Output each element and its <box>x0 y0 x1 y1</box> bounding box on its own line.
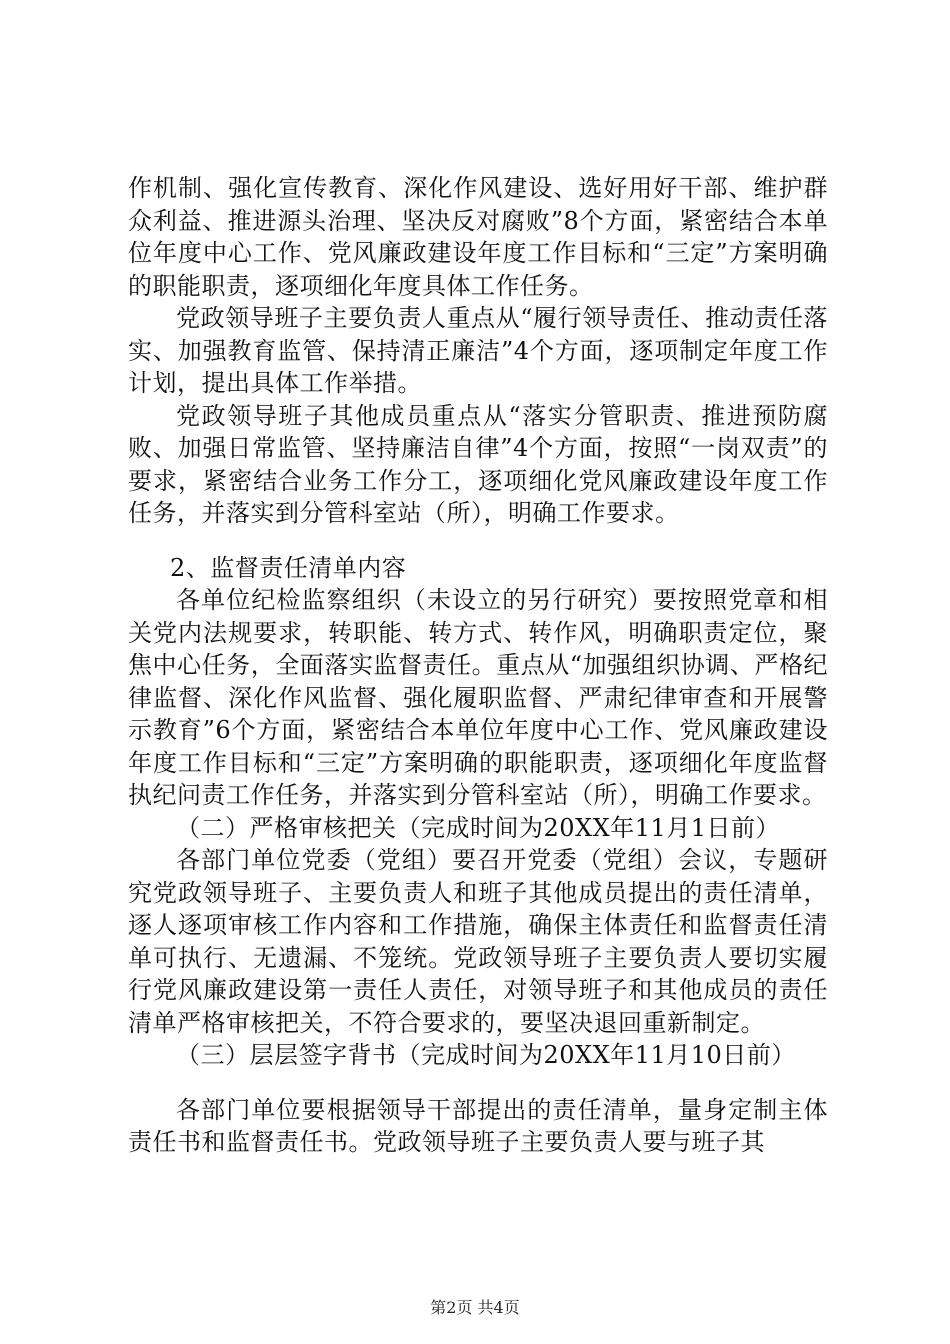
paragraph-continuation: 作机制、强化宣传教育、深化作风建设、选好用好干部、维护群众利益、推进源头治理、坚决反对腐败”8个方面，紧密结合本单位年度中心工作、党风廉政建设年度工作目标和“三定”方案明确的职能职责，逐项细化年度具体工作任务。 <box>128 174 828 300</box>
page-number: 第2页 共4页 <box>430 1298 520 1317</box>
paragraph-signing: 各部门单位要根据领导干部提出的责任清单，量身定制主体责任书和监督责任书。党政领导班子主要负责人要与班子其 <box>128 1095 828 1156</box>
paragraph-gap <box>128 1072 828 1094</box>
document-body <box>128 172 828 1159</box>
paragraph-gap <box>128 530 828 552</box>
paragraph-supervision: 各单位纪检监察组织（未设立的另行研究）要按照党章和相关党内法规要求，转职能、转方式、转作风，明确职责定位，聚焦中心任务，全面落实监督责任。重点从“加强组织协调、严格纪律监督、深化作风监督、强化履职监督、严肃纪律审查和开展警示教育”6个方面，紧密结合本单位年度中心工作、党风廉政建设年度工作目标和“三定”方案明确的职能职责，逐项细化年度监督执纪问责工作任务，并落实到分管科室站（所），明确工作要求。 <box>128 586 828 809</box>
section-heading-review: （二）严格审核把关（完成时间为20XX年11月1日前） <box>176 813 781 842</box>
section-heading-signing: （三）层层签字背书（完成时间为20XX年11月10日前） <box>176 1041 796 1069</box>
paragraph-main-leader: 党政领导班子主要负责人重点从“履行领导责任、推动责任落实、加强教育监管、保持清正廉洁”4个方面，逐项制定年度工作计划，提出具体工作举措。 <box>128 304 828 397</box>
paragraph-other-members: 党政领导班子其他成员重点从“落实分管职责、推进预防腐败、加强日常监管、坚持廉洁自律”4个方面，按照“一岗双责”的要求，紧密结合业务工作分工，逐项细化党风廉政建设年度工作任务，并落实到分管科室站（所），明确工作要求。 <box>128 401 828 527</box>
section-heading-supervision: 2、监督责任清单内容 <box>170 553 407 582</box>
paragraph-review: 各部门单位党委（党组）要召开党委（党组）会议，专题研究党政领导班子、主要负责人和班子其他成员提出的责任清单，逐人逐项审核工作内容和工作措施，确保主体责任和监督责任清单可执行、无遗漏、不笼统。党政领导班子主要负责人要切实履行党风廉政建设第一责任人责任，对领导班子和其他成员的责任清单严格审核把关，不符合要求的，要坚决退回重新制定。 <box>128 846 828 1037</box>
